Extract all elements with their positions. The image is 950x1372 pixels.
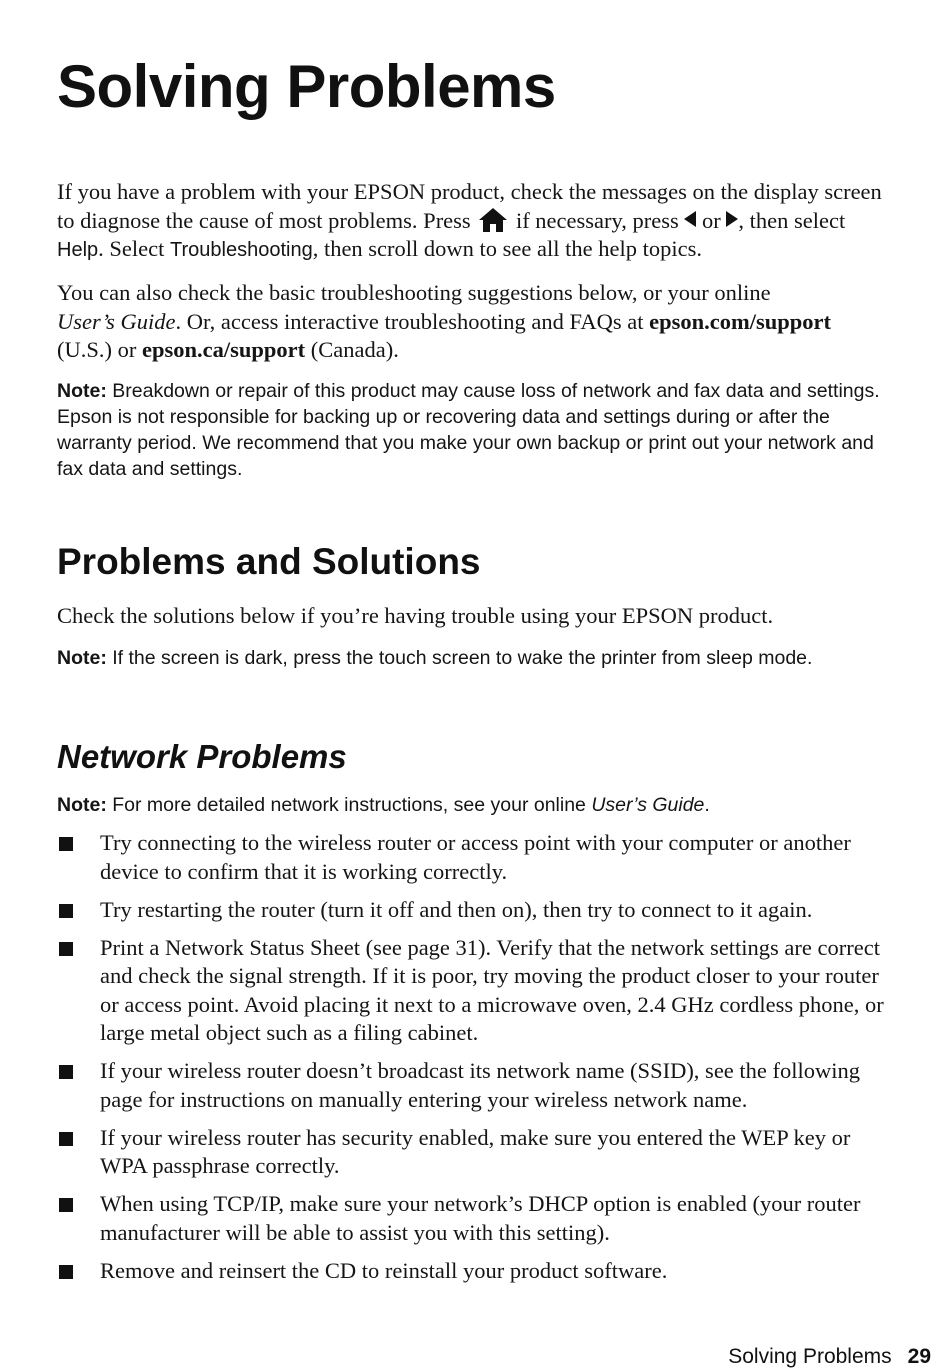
list-item-text: When using TCP/IP, make sure your network’s DHCP option is enabled (your router manufacturer will be able to assist you with this setting).: [100, 1191, 861, 1245]
intro-text: (U.S.) or: [57, 337, 137, 362]
intro-text: . Or, access interactive troubleshooting and FAQs at: [175, 308, 644, 334]
list-item: [57, 1257, 887, 1286]
subsection-heading: Network Problems: [57, 738, 347, 775]
home-icon: [478, 207, 508, 233]
bullet-square-icon: [59, 1132, 73, 1146]
users-guide-ref: User’s Guide: [57, 308, 176, 334]
note-paragraph: [57, 792, 887, 818]
help-menu-label: Help: [57, 239, 99, 261]
page-number: 29: [907, 1345, 931, 1368]
bullet-square-icon: [59, 1198, 73, 1212]
list-item: [57, 829, 887, 886]
list-item-text: Print a Network Status Sheet (see page 31). Verify that the network settings are correct and check the signal strength. If it is poor, try moving the product closer to your router or access point. Avoid placing it next to a microwave oven, 2.4 GHz cordless phone, or large metal object such as a filing cabinet.: [100, 934, 884, 1045]
note-label: Note:: [57, 794, 107, 816]
intro-text: If you have a problem with your EPSON product, check the messages on the display screen to diagnose the cause of most problems. Press: [57, 179, 882, 233]
left-arrow-icon: [684, 211, 696, 227]
intro-text: , then select: [738, 207, 846, 233]
epson-us-support-link[interactable]: epson.com/support: [649, 308, 832, 334]
intro-note: [57, 378, 887, 482]
right-arrow-icon: [726, 211, 738, 227]
note-paragraph: [57, 378, 887, 482]
intro-text: (Canada).: [310, 337, 399, 362]
intro-paragraph-1: [57, 178, 887, 265]
section-text: Check the solutions below if you’re having trouble using your EPSON product.: [57, 603, 774, 628]
intro-text: . Select: [98, 236, 165, 261]
list-item: [57, 1057, 887, 1114]
list-item-text: If your wireless router has security enabled, make sure you entered the WEP key or WPA passphrase correctly.: [100, 1124, 851, 1178]
page-footer: [728, 1345, 931, 1369]
note-paragraph: [57, 645, 887, 671]
list-item: [57, 896, 887, 925]
note-label: Note:: [57, 380, 107, 402]
intro-text: You can also check the basic troubleshooting suggestions below, or your online: [57, 280, 771, 305]
list-item-text: Try restarting the router (turn it off and then on), then try to connect to it again.: [100, 896, 813, 922]
list-item: [57, 1190, 887, 1247]
intro-paragraph-2: [57, 279, 887, 365]
note-text: If the screen is dark, press the touch screen to wake the printer from sleep mode.: [112, 647, 813, 669]
users-guide-ref: User’s Guide: [591, 794, 705, 816]
network-tips-list: [57, 829, 887, 1295]
list-item-text: If your wireless router doesn’t broadcast its network name (SSID), see the following page for instructions on manually entering your wireless network name.: [100, 1058, 861, 1112]
bullet-square-icon: [59, 1265, 73, 1279]
list-item: [57, 1124, 887, 1181]
intro-block: [57, 178, 887, 265]
section-intro: [57, 602, 887, 631]
note-text: For more detailed network instructions, see your online: [112, 794, 586, 816]
note-text: Breakdown or repair of this product may cause loss of network and fax data and settings. Epson is not responsible for backing up or recovering data and settings during or after the warranty period. We recommend that you make your own backup or print out your network and fax data and settings.: [57, 380, 880, 480]
intro-block-2: [57, 279, 887, 365]
bullet-square-icon: [59, 942, 73, 956]
network-note: [57, 792, 887, 818]
intro-text: or: [702, 207, 721, 233]
bullet-square-icon: [59, 904, 73, 918]
bullet-square-icon: [59, 837, 73, 851]
intro-text: if necessary, press: [515, 207, 679, 233]
list-item-text: Remove and reinsert the CD to reinstall your product software.: [100, 1257, 668, 1283]
page-title: Solving Problems: [57, 53, 556, 120]
intro-text: , then scroll down to see all the help topics.: [312, 236, 702, 261]
section-heading: Problems and Solutions: [57, 541, 481, 582]
list-item-text: Try connecting to the wireless router or access point with your computer or another device to confirm that it is working correctly.: [100, 830, 851, 884]
epson-ca-support-link[interactable]: epson.ca/support: [142, 337, 306, 362]
list-item: [57, 934, 887, 1048]
note-label: Note:: [57, 647, 107, 669]
footer-section-title: Solving Problems: [728, 1345, 892, 1368]
bullet-square-icon: [59, 1065, 73, 1079]
note-text: .: [704, 794, 710, 816]
troubleshooting-menu-label: Troubleshooting: [170, 239, 313, 261]
section-note: [57, 645, 887, 671]
